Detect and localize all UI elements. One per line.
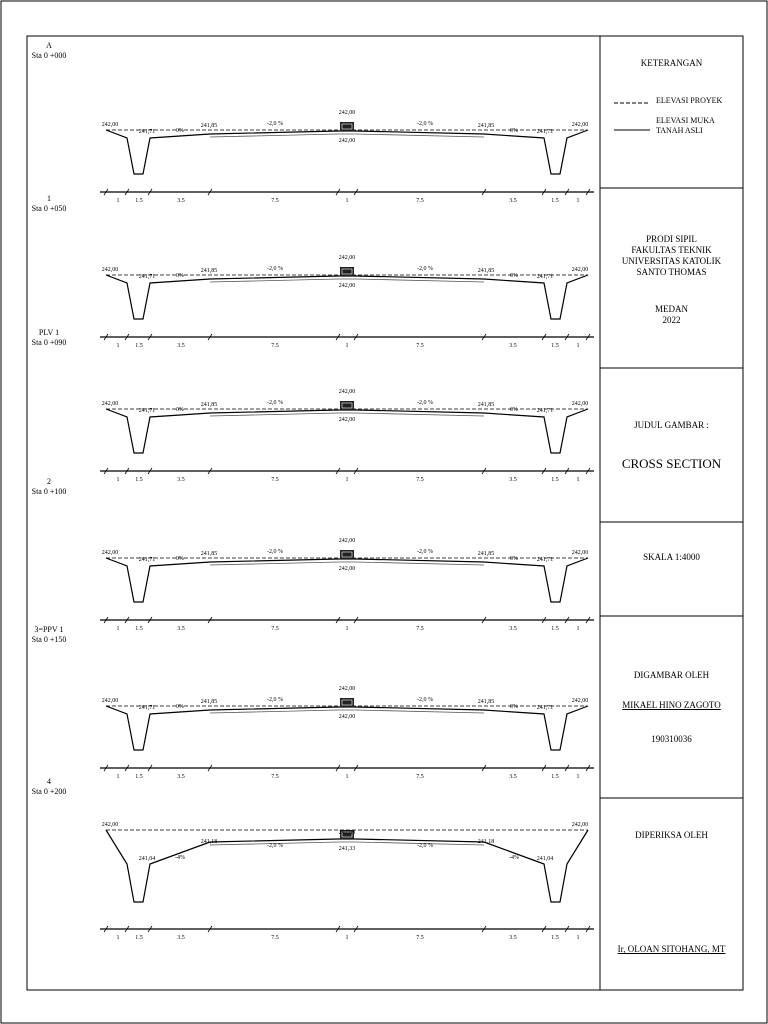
shoulder-slope-right: 0% bbox=[510, 128, 518, 134]
shoulder-slope-left: 0% bbox=[176, 128, 184, 134]
pavement-layer-line bbox=[210, 710, 484, 713]
dimension-label: 3.5 bbox=[509, 935, 517, 941]
institution-line: FAKULTAS TEKNIK bbox=[631, 245, 712, 255]
section-name: PLV 1 bbox=[38, 328, 60, 337]
dimension-label: 1.5 bbox=[135, 774, 143, 780]
section-station: Sta 0 +200 bbox=[31, 787, 67, 796]
dimension-label: 1.5 bbox=[551, 343, 559, 349]
slope-label-right: -2,0 % bbox=[417, 266, 433, 272]
dimension-label: 7.5 bbox=[271, 626, 279, 632]
slope-label-left: -2,0 % bbox=[267, 843, 283, 849]
shoulder-slope-right: -4% bbox=[509, 855, 519, 861]
ditch-elevation-left: 241,71 bbox=[138, 705, 156, 711]
dimension-label: 3.5 bbox=[509, 198, 517, 204]
legend-title: KETERANGAN bbox=[640, 58, 703, 68]
drawn-by-id: 190310036 bbox=[651, 734, 692, 744]
dimension-label: 1 bbox=[345, 477, 349, 483]
shoulder-slope-left: 0% bbox=[176, 704, 184, 710]
slope-label-left: -2,0 % bbox=[267, 697, 283, 703]
dimension-label: 7.5 bbox=[416, 477, 424, 483]
dimension-label: 1 bbox=[576, 626, 580, 632]
section-station: Sta 0 +050 bbox=[31, 204, 67, 213]
year: 2022 bbox=[662, 315, 681, 325]
edge-elevation-left: 242,00 bbox=[101, 550, 119, 556]
shoulder-slope-left: -4% bbox=[175, 855, 185, 861]
dimension-label: 1.5 bbox=[135, 343, 143, 349]
dimension-label: 1 bbox=[345, 935, 349, 941]
slope-label-left: -2,0 % bbox=[267, 121, 283, 127]
slope-label-right: -2,0 % bbox=[417, 697, 433, 703]
city: MEDAN bbox=[655, 304, 688, 314]
dimension-label: 1 bbox=[116, 477, 120, 483]
road-profile-line bbox=[106, 275, 588, 319]
legend-item-ground: ELEVASI MUKA TANAH ASLI bbox=[656, 116, 715, 135]
slope-label-left: -2,0 % bbox=[267, 549, 283, 555]
ditch-elevation-right: 241,71 bbox=[536, 705, 554, 711]
pavement-layer-line bbox=[210, 562, 484, 565]
mid-elevation-right: 241,18 bbox=[477, 839, 495, 845]
dimension-label: 3.5 bbox=[177, 343, 185, 349]
section-station: Sta 0 +100 bbox=[31, 487, 67, 496]
drawn-by-name: MIKAEL HINO ZAGOTO bbox=[622, 700, 721, 710]
dimension-label: 1 bbox=[116, 774, 120, 780]
checked-by-label: DIPERIKSA OLEH bbox=[635, 830, 708, 840]
dimension-label: 3.5 bbox=[177, 935, 185, 941]
institution-line: UNIVERSITAS KATOLIK bbox=[621, 256, 722, 266]
dimension-label: 3.5 bbox=[509, 477, 517, 483]
shoulder-slope-right: 0% bbox=[510, 704, 518, 710]
dimension-label: 1.5 bbox=[135, 935, 143, 941]
mid-elevation-left: 241,85 bbox=[200, 551, 218, 557]
mid-elevation-right: 241,85 bbox=[477, 551, 495, 557]
slope-label-right: -2,0 % bbox=[417, 400, 433, 406]
dimension-label: 3.5 bbox=[177, 626, 185, 632]
road-profile-line bbox=[106, 830, 588, 902]
dimension-label: 1 bbox=[345, 198, 349, 204]
edge-elevation-right: 242,00 bbox=[571, 267, 589, 273]
ditch-elevation-right: 241,71 bbox=[536, 557, 554, 563]
drawn-by-label: DIGAMBAR OLEH bbox=[633, 670, 710, 680]
road-profile-line bbox=[106, 706, 588, 750]
center-elevation-top: 242,00 bbox=[338, 110, 356, 116]
center-elevation-bottom: 242,00 bbox=[338, 714, 356, 720]
dimension-label: 1 bbox=[345, 343, 349, 349]
mid-elevation-right: 241,85 bbox=[477, 123, 495, 129]
ditch-elevation-right: 241,71 bbox=[536, 408, 554, 414]
slope-label-right: -2,0 % bbox=[417, 121, 433, 127]
dimension-label: 1 bbox=[576, 477, 580, 483]
mid-elevation-left: 241,85 bbox=[200, 268, 218, 274]
section-name: 2 bbox=[47, 477, 51, 486]
shoulder-slope-left: 0% bbox=[176, 407, 184, 413]
section-station: Sta 0 +090 bbox=[31, 338, 67, 347]
dimension-label: 7.5 bbox=[416, 774, 424, 780]
dimension-label: 3.5 bbox=[177, 198, 185, 204]
edge-elevation-right: 242,00 bbox=[571, 401, 589, 407]
edge-elevation-left: 242,00 bbox=[101, 267, 119, 273]
pavement-layer-line bbox=[210, 413, 484, 416]
cross-sections bbox=[32, 41, 594, 941]
section-name: 3=PPV 1 bbox=[34, 625, 64, 634]
mid-elevation-left: 241,85 bbox=[200, 699, 218, 705]
section-name: 4 bbox=[47, 777, 51, 786]
slope-label-left: -2,0 % bbox=[267, 266, 283, 272]
center-elevation-top: 242,00 bbox=[338, 830, 356, 836]
ditch-elevation-left: 241,71 bbox=[138, 274, 156, 280]
edge-elevation-left: 242,00 bbox=[101, 122, 119, 128]
dimension-label: 1 bbox=[576, 198, 580, 204]
dimension-label: 1 bbox=[576, 774, 580, 780]
dimension-label: 3.5 bbox=[509, 626, 517, 632]
checked-by-name: Ir, OLOAN SITOHANG, MT bbox=[617, 944, 726, 954]
mid-elevation-right: 241,85 bbox=[477, 699, 495, 705]
slope-label-left: -2,0 % bbox=[267, 400, 283, 406]
ditch-elevation-left: 241,71 bbox=[138, 557, 156, 563]
dimension-label: 3.5 bbox=[177, 774, 185, 780]
dimension-label: 3.5 bbox=[177, 477, 185, 483]
section-station: Sta 0 +000 bbox=[31, 51, 67, 60]
pavement-layer-line bbox=[210, 279, 484, 282]
shoulder-slope-right: 0% bbox=[510, 556, 518, 562]
dimension-label: 7.5 bbox=[416, 343, 424, 349]
road-profile-line bbox=[106, 409, 588, 453]
dimension-label: 1 bbox=[116, 198, 120, 204]
dimension-label: 1.5 bbox=[551, 626, 559, 632]
edge-elevation-left: 242,00 bbox=[101, 401, 119, 407]
pavement-layer-line bbox=[210, 842, 484, 845]
dimension-label: 7.5 bbox=[271, 477, 279, 483]
institution-line: PRODI SIPIL bbox=[646, 234, 697, 244]
edge-elevation-left: 242,00 bbox=[101, 698, 119, 704]
ditch-elevation-right: 241,71 bbox=[536, 274, 554, 280]
dimension-label: 1.5 bbox=[551, 774, 559, 780]
center-elevation-top: 242,00 bbox=[338, 538, 356, 544]
dimension-label: 7.5 bbox=[416, 935, 424, 941]
dimension-label: 1.5 bbox=[135, 477, 143, 483]
dimension-label: 1.5 bbox=[551, 198, 559, 204]
shoulder-slope-right: 0% bbox=[510, 273, 518, 279]
dimension-label: 7.5 bbox=[271, 343, 279, 349]
edge-elevation-right: 242,00 bbox=[571, 550, 589, 556]
dimension-label: 7.5 bbox=[271, 935, 279, 941]
cross-section bbox=[32, 477, 594, 632]
ditch-elevation-left: 241,71 bbox=[138, 408, 156, 414]
dimension-label: 3.5 bbox=[509, 774, 517, 780]
slope-label-right: -2,0 % bbox=[417, 549, 433, 555]
ditch-elevation-left: 241,04 bbox=[138, 856, 156, 862]
section-station: Sta 0 +150 bbox=[31, 635, 67, 644]
road-profile-line bbox=[106, 558, 588, 602]
dimension-label: 1 bbox=[345, 774, 349, 780]
pavement-layer-line bbox=[210, 134, 484, 137]
edge-elevation-right: 242,00 bbox=[571, 698, 589, 704]
dimension-label: 7.5 bbox=[416, 198, 424, 204]
institution-line: SANTO THOMAS bbox=[636, 267, 707, 277]
ditch-elevation-left: 241,71 bbox=[138, 129, 156, 135]
slope-label-right: -2,0 % bbox=[417, 843, 433, 849]
center-elevation-bottom: 242,00 bbox=[338, 417, 356, 423]
dimension-label: 1.5 bbox=[551, 935, 559, 941]
dimension-label: 1.5 bbox=[135, 626, 143, 632]
shoulder-slope-right: 0% bbox=[510, 407, 518, 413]
center-elevation-bottom: 242,00 bbox=[338, 138, 356, 144]
dimension-label: 1 bbox=[345, 626, 349, 632]
dimension-label: 1 bbox=[116, 935, 120, 941]
dimension-label: 1 bbox=[576, 935, 580, 941]
mid-elevation-left: 241,85 bbox=[200, 402, 218, 408]
center-elevation-top: 242,00 bbox=[338, 389, 356, 395]
shoulder-slope-left: 0% bbox=[176, 556, 184, 562]
cross-section bbox=[32, 41, 594, 204]
mid-elevation-right: 241,85 bbox=[477, 402, 495, 408]
mid-elevation-right: 241,85 bbox=[477, 268, 495, 274]
edge-elevation-right: 242,00 bbox=[571, 822, 589, 828]
dimension-label: 1.5 bbox=[135, 198, 143, 204]
center-elevation-top: 242,00 bbox=[338, 255, 356, 261]
dimension-label: 7.5 bbox=[416, 626, 424, 632]
cross-section bbox=[32, 328, 594, 483]
center-elevation-top: 242,00 bbox=[338, 686, 356, 692]
center-elevation-bottom: 242,00 bbox=[338, 283, 356, 289]
ditch-elevation-right: 241,04 bbox=[536, 856, 554, 862]
center-elevation-bottom: 241,33 bbox=[338, 846, 356, 852]
dimension-label: 1 bbox=[116, 626, 120, 632]
cross-section bbox=[32, 625, 594, 780]
road-profile-line bbox=[106, 130, 588, 174]
cross-section bbox=[32, 194, 594, 349]
edge-elevation-left: 242,00 bbox=[101, 822, 119, 828]
scale: SKALA 1:4000 bbox=[643, 552, 700, 562]
dimension-label: 7.5 bbox=[271, 774, 279, 780]
cross-section bbox=[32, 777, 594, 941]
center-elevation-bottom: 242,00 bbox=[338, 566, 356, 572]
dimension-label: 3.5 bbox=[509, 343, 517, 349]
edge-elevation-right: 242,00 bbox=[571, 122, 589, 128]
dimension-label: 1 bbox=[116, 343, 120, 349]
dimension-label: 1.5 bbox=[551, 477, 559, 483]
dimension-label: 7.5 bbox=[271, 198, 279, 204]
drawing-title-label: JUDUL GAMBAR : bbox=[634, 420, 709, 430]
drawing-title: CROSS SECTION bbox=[621, 456, 722, 471]
section-name: 1 bbox=[47, 194, 51, 203]
mid-elevation-left: 241,85 bbox=[200, 123, 218, 129]
ditch-elevation-right: 241,71 bbox=[536, 129, 554, 135]
legend-item-project: ELEVASI PROYEK bbox=[656, 96, 723, 105]
shoulder-slope-left: 0% bbox=[176, 273, 184, 279]
institution-block bbox=[600, 234, 743, 278]
mid-elevation-left: 241,18 bbox=[200, 839, 218, 845]
section-name: A bbox=[46, 41, 52, 50]
dimension-label: 1 bbox=[576, 343, 580, 349]
